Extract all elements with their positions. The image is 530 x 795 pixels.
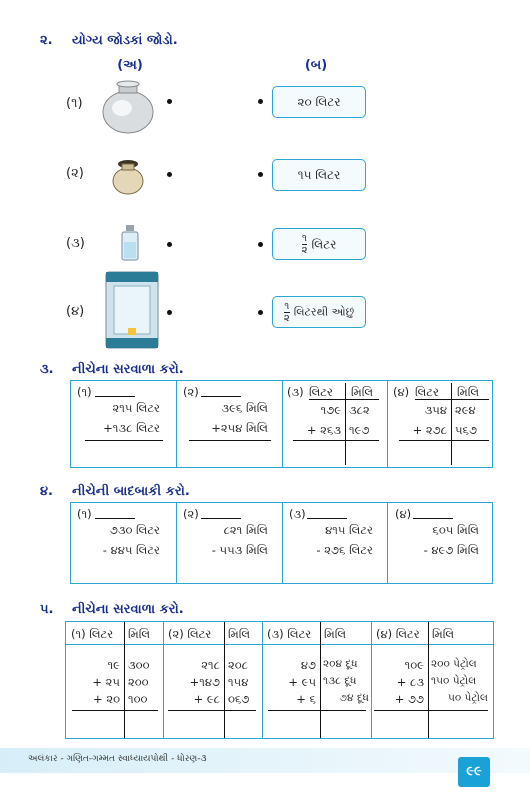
small-pot-icon — [108, 156, 148, 196]
q5-p1-head: (૧) લિટર — [71, 627, 114, 641]
match-dot-a3[interactable] — [167, 242, 172, 247]
q5-p1-r2c1: + ૨૫ — [92, 675, 120, 689]
q5-p2-r3c2: ૦૬૭ — [228, 692, 250, 706]
q3-p1-b: +૧૩૮ લિટર — [103, 421, 160, 435]
q3-p3-head-litre: લિટર — [309, 385, 333, 399]
q3-p3-number: (૩) — [287, 385, 304, 399]
q3-p4-a1: ૩૫૪ — [424, 403, 447, 417]
q5-number: ૫. — [40, 602, 54, 617]
fraction-denominator: ૨ — [283, 313, 290, 324]
q5-p4-head: (૪) લિટર — [376, 627, 420, 641]
q5-p4-r3c2: ૫૦ પેટ્રોલ — [447, 692, 488, 704]
water-cooler-icon — [104, 270, 160, 350]
q3-p3-b2: ૧૯૭ — [349, 423, 370, 437]
q5-p1-r1c2: ૩૦૦ — [128, 658, 150, 672]
q5-p2-r3c1: + ૯૮ — [193, 692, 220, 706]
match-row-2-number: (૨) — [66, 166, 84, 181]
match-row-3-number: (૩) — [66, 236, 85, 251]
q4-number: ૪. — [40, 484, 53, 499]
match-row-4-number: (૪) — [66, 304, 85, 319]
q4-subtraction-frame — [70, 502, 493, 584]
match-dot-b1[interactable] — [258, 99, 263, 104]
q4-p2-a: ૮૨૧ મિલિ — [223, 523, 268, 537]
q3-p4-a2: ૨૯૪ — [455, 403, 476, 417]
q5-p4-r1c1: ૧૦૯ — [404, 658, 424, 672]
q4-p4-b: - ૪૯૭ મિલિ — [423, 543, 479, 557]
q3-p1-number: (૧) — [77, 385, 92, 399]
q3-p3-b1: + ૨૬૩ — [306, 423, 341, 437]
q3-addition-frame — [70, 380, 493, 468]
q5-p4-r2c1: + ૮૩ — [396, 675, 424, 689]
q5-p2-head-ml: મિલિ — [228, 627, 251, 641]
answer-3-unit: લિટર — [311, 237, 337, 252]
answer-4-text: લિટરથી ઓછું — [293, 305, 355, 319]
q3-p2-a: ૩૯૬ મિલિ — [221, 401, 268, 415]
q3-p2-b: +૨૫૪ મિલિ — [211, 421, 268, 435]
q5-p3-head: (૩) લિટર — [267, 627, 312, 641]
q3-p4-head-litre: લિટર — [415, 385, 439, 399]
match-dot-a1[interactable] — [167, 99, 172, 104]
page-number: ૯૯ — [458, 757, 490, 787]
q4-p1-b: - ૪૪૫ લિટર — [102, 543, 160, 557]
q5-p4-head-ml: મિલિ — [432, 627, 455, 641]
q3-p4-number: (૪) — [393, 385, 410, 399]
q5-p1-head-ml: મિલિ — [128, 627, 151, 641]
q3-p4-head-ml: મિલિ — [457, 385, 480, 399]
q5-p3-r2c2: ૧૩૮ દૂધ — [323, 675, 357, 687]
q4-p3-a: ૪૧૫ લિટર — [325, 523, 373, 537]
q5-p3-r1c1: ૪૭ — [300, 658, 316, 672]
match-dot-a4[interactable] — [167, 310, 172, 315]
q4-p3-b: - ૨૭૬ લિટર — [316, 543, 373, 557]
q3-title: નીચેના સરવાળા કરો. — [72, 362, 184, 377]
match-dot-a2[interactable] — [167, 172, 172, 177]
q4-p2-number: (૨) — [183, 507, 199, 521]
column-a-label: (અ) — [117, 58, 143, 73]
q4-p1-a: ૭૩૦ લિટર — [109, 523, 160, 537]
matka-pot-icon — [100, 78, 156, 136]
match-row-1-number: (૧) — [66, 96, 83, 111]
q4-p4-number: (૪) — [395, 507, 412, 521]
q5-p1-r3c1: + ૨૦ — [93, 692, 120, 706]
q5-p2-r2c2: ૧૫૪ — [228, 675, 249, 689]
q3-p3-a1: ૧૭૯ — [320, 403, 341, 417]
answer-box-2: ૧૫ લિટર — [272, 159, 366, 191]
q2-title: યોગ્ય જોડકાં જોડો. — [72, 33, 178, 48]
fraction-numerator: ૧ — [284, 301, 290, 312]
q5-p3-r2c1: + ૯૫ — [288, 675, 316, 689]
q5-p3-head-ml: મિલિ — [324, 627, 347, 641]
match-dot-b2[interactable] — [258, 172, 263, 177]
q5-p3-r3c1: + ૬ — [296, 692, 316, 706]
q3-p3-head-ml: મિલિ — [351, 385, 374, 399]
q5-addition-frame — [65, 621, 494, 739]
q5-p2-r2c1: +૧૪૭ — [189, 675, 220, 689]
match-dot-b3[interactable] — [258, 242, 263, 247]
q4-p3-number: (૩) — [289, 507, 306, 521]
q5-p4-r2c2: ૧૫૦ પેટ્રોલ — [431, 675, 477, 687]
q5-p2-r1c1: ૨૧૮ — [201, 658, 220, 672]
q4-title: નીચેની બાદબાકી કરો. — [72, 484, 190, 499]
q4-p4-a: ૬૦૫ મિલિ — [432, 523, 479, 537]
q4-p2-b: - ૫૫૩ મિલિ — [211, 543, 268, 557]
q5-p1-r2c2: ૨૦૦ — [128, 675, 149, 689]
bottle-icon — [120, 224, 140, 262]
answer-box-1: ૨૦ લિટર — [272, 86, 366, 118]
q5-p4-r3c1: + ૭૭ — [394, 692, 424, 706]
q5-p3-r1c2: ૨૦૪ દૂધ — [323, 658, 358, 670]
q5-title: નીચેના સરવાળા કરો. — [72, 602, 184, 617]
q5-p1-r1c1: ૧૯ — [107, 658, 120, 672]
answer-box-4 — [272, 296, 366, 328]
q5-p3-r3c2: ૭૪ દૂધ — [339, 692, 369, 704]
q3-p4-b1: + ૨૭૮ — [412, 423, 447, 437]
q3-p3-a2: ૩૮૨ — [349, 403, 370, 417]
q3-p4-b2: ૫૬૭ — [455, 423, 477, 437]
fraction-denominator: ૨ — [301, 245, 308, 256]
q3-p2-number: (૨) — [183, 385, 199, 399]
q5-p2-head: (૨) લિટર — [168, 627, 212, 641]
q5-p4-r1c2: ૨૦૦ પેટ્રોલ — [431, 658, 477, 670]
column-b-label: (બ) — [304, 58, 328, 73]
q5-p2-r1c2: ૨૦૮ — [228, 658, 248, 672]
q3-p1-a: ૨૧૫ લિટર — [112, 401, 160, 415]
fraction-numerator: ૧ — [302, 233, 307, 244]
footer-text: અલંકાર - ગણિત-ગમ્મત સ્વાધ્યાયપોથી - ધોરણ-૩ — [28, 754, 207, 764]
q2-number: ૨. — [40, 33, 53, 48]
answer-box-3 — [272, 228, 366, 260]
q3-number: ૩. — [40, 362, 54, 377]
q5-p1-r3c2: ૧૦૦ — [128, 692, 148, 706]
match-dot-b4[interactable] — [258, 310, 263, 315]
q4-p1-number: (૧) — [77, 507, 92, 521]
